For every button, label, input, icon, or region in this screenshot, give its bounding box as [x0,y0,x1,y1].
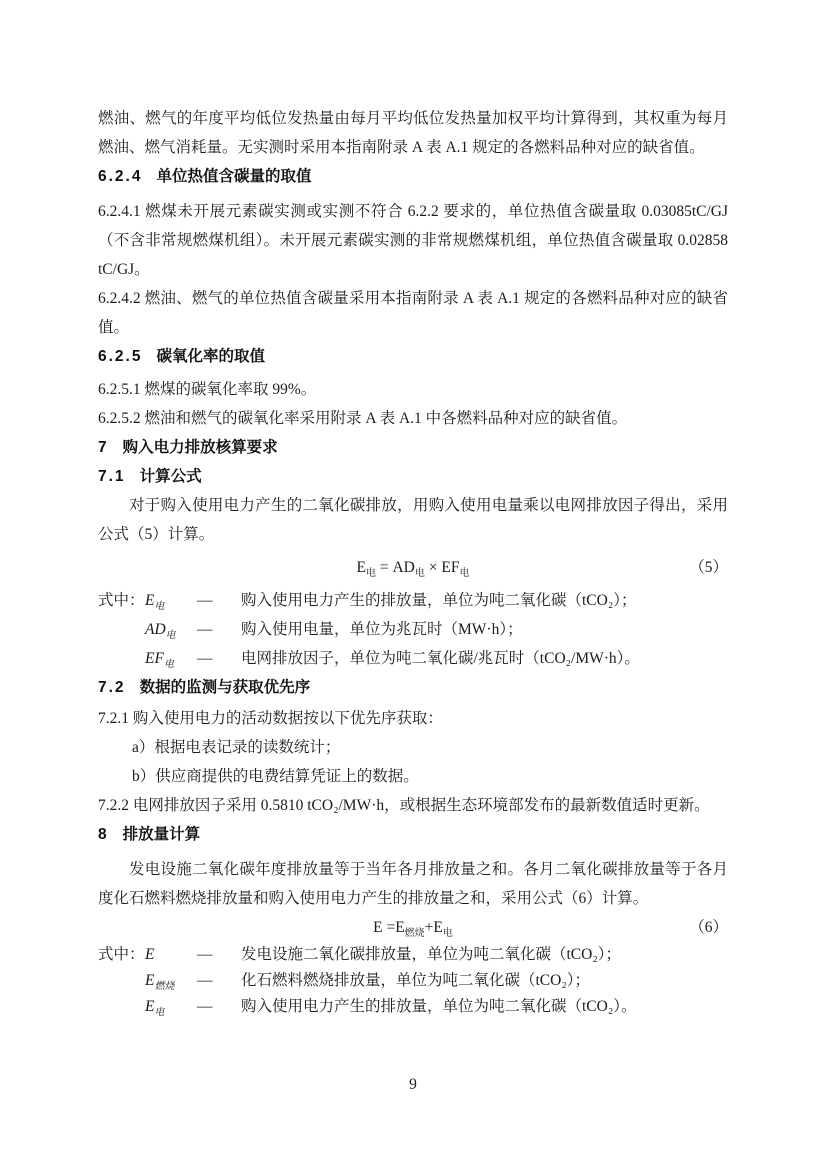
heading-title: 购入电力排放核算要求 [122,439,278,456]
em-dash: — [197,998,213,1015]
page-number: 9 [409,1076,417,1093]
term-row-ad-dian [98,615,728,644]
formula-6-expression: $E =E_{燃烧}+E_电$ [373,919,453,940]
em-dash: — [197,946,213,963]
term-variable: $AD_电$ [145,621,176,642]
em-dash: — [197,972,213,989]
heading-number: 6.2.5 [98,348,143,365]
term-row-e-dian [98,586,728,615]
formula-6 [98,913,728,942]
heading-7-1 [98,462,728,491]
term-row-ef-dian [98,644,728,673]
term-row-e-ranshao [98,968,728,994]
heading-6-2-5 [98,342,728,371]
term-variable: $EF_电$ [145,650,174,671]
subscript: 电 [163,659,174,671]
term-row-e-dian [98,994,728,1020]
term-description: 发电设施二氧化碳排放量，单位为吨二氧化碳（tCO₂）； [241,946,621,963]
heading-title: 排放量计算 [122,826,201,843]
em-dash: — [197,650,213,667]
subscript: 电 [165,630,176,642]
term-description: 电网排放因子，单位为吨二氧化碳/兆瓦时（tCO₂/MW·h）。 [241,650,640,667]
subscript: 电 [365,568,376,580]
term-description: 购入使用电力产生的排放量，单位为吨二氧化碳（tCO₂）； [241,592,637,609]
term-variable: $E_电$ [145,592,165,613]
term-variable: $E_电$ [145,998,165,1019]
heading-7-2 [98,673,728,702]
subscript: 电 [442,928,453,940]
em-dash: — [197,621,213,638]
term-description: 化石燃料燃烧排放量，单位为吨二氧化碳（tCO₂）； [241,972,590,989]
heading-number: 7 [98,439,109,456]
heading-7 [98,433,728,462]
paragraph-6-2-5-2: 6.2.5.2 燃油和燃气的碳氧化率采用附录 A 表 A.1 中各燃料品种对应的缺省值。 [98,410,628,427]
heading-number: 7.2 [98,679,126,696]
term-row-e [98,942,728,968]
term-list-label: 式中： [98,592,145,609]
heading-title: 计算公式 [139,468,202,485]
heading-number: 8 [98,826,109,843]
paragraph-8-intro: 发电设施二氧化碳年度排放量等于当年各月排放量之和。各月二氧化碳排放量等于各月度化石燃料燃烧排放量和购入使用电力产生的排放量之和，采用公式（6）计算。 [98,861,728,907]
heading-8 [98,820,728,849]
formula-5 [98,553,728,582]
formula-5-expression: $E_电 = AD_电 \times EF_电$ [356,559,470,580]
heading-title: 单位热值含碳量的取值 [156,168,312,185]
term-variable: E [145,946,155,963]
paragraph-6-2-5-1: 6.2.5.1 燃煤的碳氧化率取 99%。 [98,381,317,398]
subscript: 电 [154,601,165,613]
heading-title: 数据的监测与获取优先序 [139,679,311,696]
formula-6-term-list [98,942,728,1020]
term-variable: $E_{燃烧}$ [145,972,175,993]
subscript: 燃烧 [154,981,175,993]
paragraph-6-2-4-1: 6.2.4.1 燃煤未开展元素碳实测或实测不符合 6.2.2 要求的，单位热值含碳量取 0.03085tC/GJ（不含非常规燃煤机组）。未开展元素碳实测的非常规燃煤机组，单位热值含碳量取 0.02858 tC/GJ。 [98,203,728,278]
term-description: 购入使用电力产生的排放量，单位为吨二氧化碳（tCO₂）。 [241,998,637,1015]
paragraph-7-1-intro: 对于购入使用电力产生的二氧化碳排放，用购入使用电量乘以电网排放因子得出，采用公式（5）计算。 [98,497,728,543]
list-item-a: a）根据电表记录的读数统计； [132,739,341,756]
paragraph-fuel-heating-value: 燃油、燃气的年度平均低位发热量由每月平均低位发热量加权平均计算得到，其权重为每月燃油、燃气消耗量。无实测时采用本指南附录 A 表 A.1 规定的各燃料品种对应的缺省值。 [98,110,728,156]
subscript: 燃烧 [404,928,425,940]
paragraph-7-2-1: 7.2.1 购入使用电力的活动数据按以下优先序获取： [98,710,443,727]
em-dash: — [197,592,213,609]
list-item-b: b）供应商提供的电费结算凭证上的数据。 [132,768,419,785]
formula-6-number: （6） [689,919,728,936]
formula-5-number: （5） [689,559,728,576]
term-list-label: 式中： [98,946,145,963]
paragraph-7-2-2: 7.2.2 电网排放因子采用 0.5810 tCO₂/MW·h，或根据生态环境部发布的最新数值适时更新。 [98,797,710,814]
subscript: 电 [154,1007,165,1019]
heading-number: 6.2.4 [98,168,143,185]
heading-title: 碳氧化率的取值 [156,348,265,365]
term-description: 购入使用电量，单位为兆瓦时（MW·h）； [241,621,523,638]
subscript: 电 [414,568,425,580]
formula-5-term-list [98,586,728,673]
heading-6-2-4 [98,162,728,191]
paragraph-6-2-4-2: 6.2.4.2 燃油、燃气的单位热值含碳量采用本指南附录 A 表 A.1 规定的各燃料品种对应的缺省值。 [98,290,728,336]
subscript: 电 [459,568,470,580]
heading-number: 7.1 [98,468,126,485]
